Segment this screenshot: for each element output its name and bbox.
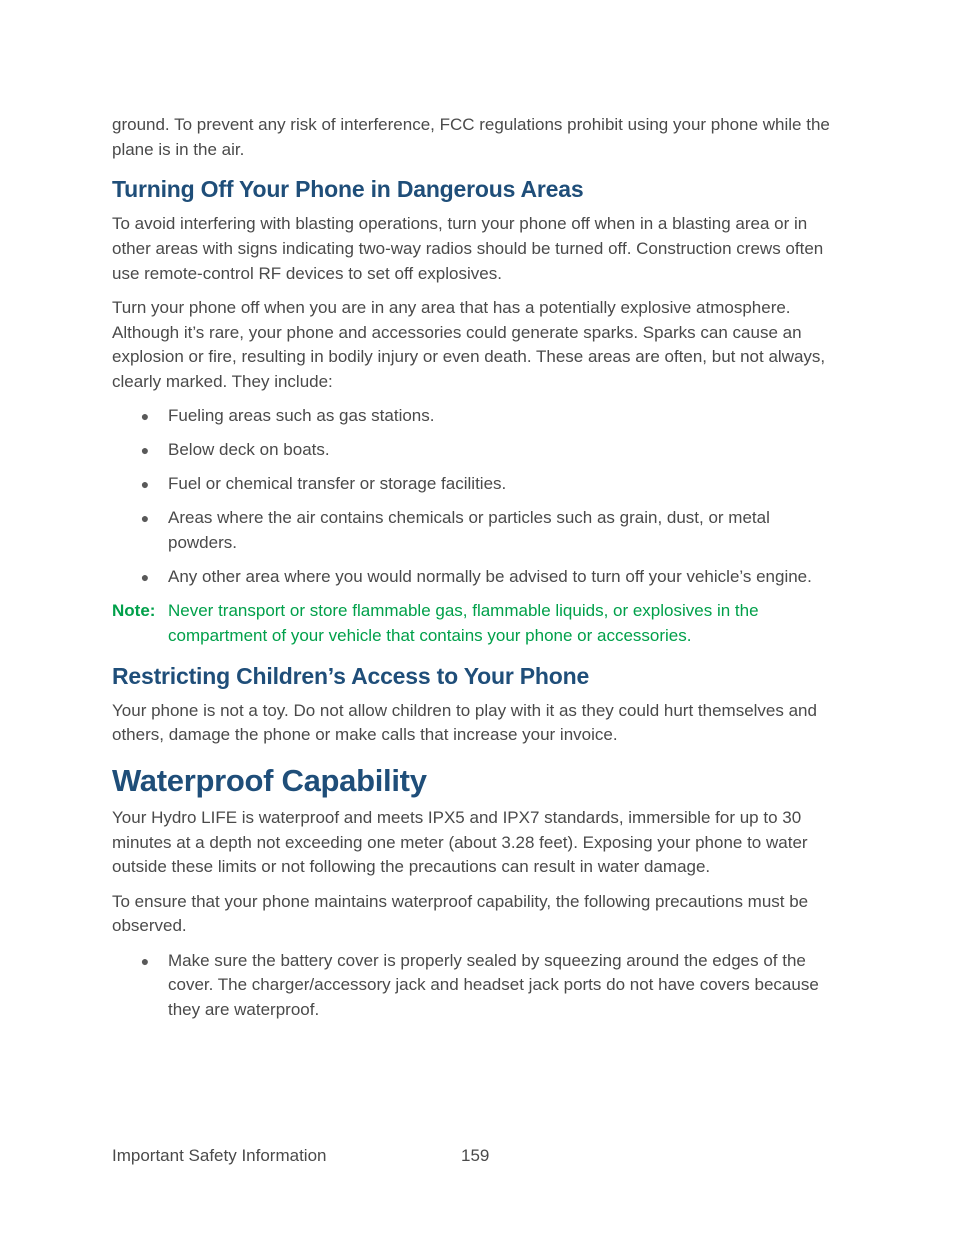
bullet-icon: ● — [140, 408, 150, 425]
list-item — [112, 438, 837, 463]
heading-dangerous-areas: Turning Off Your Phone in Dangerous Areas — [112, 176, 584, 203]
list-item — [112, 472, 837, 497]
dangerous-paragraph-2: Turn your phone off when you are in any area that has a potentially explosive atmosphere. Although it’s rare, your phone and accessories could generate sparks. Sparks can cause an explosion or fire, resulting in bodily injury or even death. These areas are often, but not always, clearly marked. They include: — [112, 298, 826, 392]
bullet-icon: ● — [140, 569, 150, 586]
list-item-text: Areas where the air contains chemicals or particles such as grain, dust, or metal powders. — [168, 508, 770, 553]
waterproof-paragraph-2: To ensure that your phone maintains waterproof capability, the following precautions must be observed. — [112, 891, 809, 936]
page-footer — [112, 1144, 837, 1168]
list-item-text: Fuel or chemical transfer or storage facilities. — [168, 474, 507, 494]
list-item — [112, 506, 837, 555]
page-number: 159 — [461, 1146, 490, 1165]
list-item-text: Below deck on boats. — [168, 440, 330, 460]
dangerous-paragraph-1: To avoid interfering with blasting operations, turn your phone off when in a blasting area or in other areas with signs indicating two-way radios should be turned off. Construction crews often use remote-control RF devices to set off explosives. — [112, 214, 824, 283]
bullet-icon: ● — [140, 952, 150, 969]
document-page — [112, 113, 837, 1023]
list-item-text: Fueling areas such as gas stations. — [168, 406, 435, 426]
list-item — [112, 949, 837, 1023]
note-text: Never transport or store flammable gas, flammable liquids, or explosives in the compartment of your vehicle that contains your phone or accessories. — [168, 601, 759, 645]
heading-children-access: Restricting Children’s Access to Your Phone — [112, 662, 590, 689]
bullet-icon: ● — [140, 510, 150, 527]
footer-section-title: Important Safety Information — [112, 1146, 327, 1165]
dangerous-areas-list — [112, 404, 837, 589]
list-item — [112, 404, 837, 429]
waterproof-paragraph-1: Your Hydro LIFE is waterproof and meets IPX5 and IPX7 standards, immersible for up to 30 minutes at a depth not exceeding one meter (about 3.28 feet). Exposing your phone to water outside these limits or not following the precautions can result in water damage. — [112, 808, 808, 877]
bullet-icon: ● — [140, 442, 150, 459]
list-item-text: Make sure the battery cover is properly sealed by squeezing around the edges of the cover. The charger/accessory jack and headset jack ports do not have covers because they are waterproof. — [168, 950, 819, 1019]
list-item — [112, 565, 837, 590]
intro-paragraph: ground. To prevent any risk of interference, FCC regulations prohibit using your phone while the plane is in the air. — [112, 115, 830, 159]
waterproof-precautions-list — [112, 949, 837, 1023]
children-paragraph: Your phone is not a toy. Do not allow children to play with it as they could hurt themselves and others, damage the phone or make calls that increase your invoice. — [112, 700, 817, 745]
note-label: Note: — [112, 601, 156, 621]
note-callout — [112, 599, 837, 648]
heading-waterproof: Waterproof Capability — [112, 763, 427, 799]
list-item-text: Any other area where you would normally be advised to turn off your vehicle’s engine. — [168, 567, 812, 587]
bullet-icon: ● — [140, 476, 150, 493]
